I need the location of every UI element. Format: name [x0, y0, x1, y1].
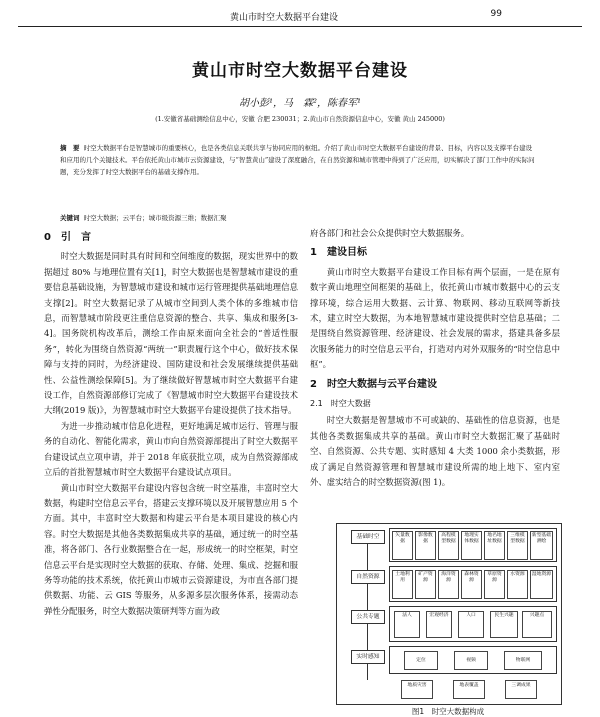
abstract — [60, 142, 538, 178]
cell-land: 土地利用 — [392, 570, 413, 599]
cell-entity: 地理实体数据 — [461, 531, 482, 560]
cell-legal: 法人 — [394, 611, 420, 638]
keywords-text: 时空大数据；云平台；城市级资源三维；数据汇聚 — [83, 214, 227, 222]
keywords — [60, 213, 538, 222]
cell-placename: 地名地址数据 — [484, 531, 505, 560]
cell-vector: 矢量数据 — [392, 531, 413, 560]
intro-paragraph-2: 为进一步推动城市信息化进程，更好地满足城市运行、管理与服务的自动化、智能化需求，黄山市向自然资源部提出了时空大数据平台建设试点立项申请，并于 2018 年底获批立项，成为自然资源部成立后的首批智慧城市时空大数据平台建设试点项目。 — [44, 420, 298, 478]
authors: 胡小彭¹，马 霖²，陈春军¹ — [238, 98, 362, 109]
running-header — [18, 6, 582, 27]
cell-image: 影像数据 — [415, 531, 436, 560]
subsection-data-heading: 2.1 时空大数据 — [310, 399, 371, 409]
section-goal-heading: 1 建设目标 — [310, 247, 367, 259]
cell-population: 人口 — [458, 611, 484, 638]
cell-geohazard: 地质灾害 — [401, 680, 433, 699]
affiliation: (1.安徽省基础测绘信息中心，安徽 合肥 230031；2.黄山市自然资源信息中心，安徽 黄山 245000) — [155, 115, 445, 123]
paper-title: 黄山市时空大数据平台建设 — [192, 61, 408, 81]
cell-dem: 高程模型数据 — [438, 531, 459, 560]
row-basic — [389, 528, 557, 562]
cell-poi: 兴趣点 — [522, 611, 552, 638]
intro-paragraph-3: 黄山市时空大数据平台建设内容包含统一时空基准，丰富时空大数据，构建时空信息云平台，搭建云支撑环境以及开展智慧应用 5 个方面。其中，丰富时空大数据和构建云平台是本项目建设的核心内容。时空大数据是其他各类数据集成共享的基础，通过统一的时空基准，将各部门、各行业数据整合在一起，形成统一的时空框架，时空信息云平台是实现时空大数据的获取、存储、处理、集成、挖掘和服务等功能的技术系统，依托黄山市城市云资源建设，为市直各部门提供数据、功能、云 GIS 等服务，从多源多层次服务体系，接需动态弹性分配服务，时空大数据决策研判等方面为政 — [44, 482, 298, 616]
cell-new-mapping: 新型基础测绘 — [530, 531, 553, 560]
abstract-text: 时空大数据平台是智慧城市的重要核心，也是各类信息关联共享与协同应用的枢纽。介绍了黄山市时空大数据平台建设的背景、目标，内容以及支撑平台建设和应用的几个关键技术。平台依托黄山市城市云资源建设，与“智慧黄山”建设了深度融合，在自然资源和城市管理中得到了广泛应用，切实解决了部门工作中的实际问题，充分发挥了时空大数据平台的基础支撑作用。 — [60, 144, 535, 176]
cell-mineral: 矿产资源 — [415, 570, 436, 599]
cell-wetland: 湿地资源 — [530, 570, 553, 599]
section-data-heading: 2 时空大数据与云平台建设 — [310, 378, 437, 390]
cell-third-survey: 三调成果 — [505, 680, 537, 699]
data-paragraph: 时空大数据是智慧城市不可或缺的、基础性的信息资源，也是其他各类数据集成共享的基础。黄山市时空大数据汇聚了基础时空、自然资源、公共专题、实时感知 4 大类 1000 余小类数据，形成了满足自然资源管理和智慧城市建设所需的地上地下、室内室外、虚实结合的时空数据资源(图 1)。 — [310, 415, 560, 488]
cell-water: 水资源 — [507, 570, 528, 599]
abstract-label: 摘 要 — [60, 144, 80, 152]
cell-livelihood: 民生兴趣 — [490, 611, 518, 638]
layer-public-thematic: 公共专题 — [351, 610, 385, 624]
row-bottom — [397, 678, 547, 698]
section-introduction-heading: 0 引 言 — [44, 232, 91, 243]
left-column — [44, 226, 298, 619]
row-natural — [389, 566, 557, 602]
cell-macro: 宏观经济 — [426, 611, 452, 638]
cell-grass: 草原资源 — [484, 570, 505, 599]
keywords-label: 关键词 — [60, 214, 80, 222]
layer-natural-resources: 自然资源 — [351, 570, 385, 584]
running-title: 黄山市时空大数据平台建设 — [230, 13, 339, 23]
cell-forest: 森林资源 — [461, 570, 482, 599]
layer-realtime-sensing: 实时感知 — [351, 650, 385, 664]
cell-surface-cover: 地表覆盖 — [453, 680, 485, 699]
cell-ocean: 海洋资源 — [438, 570, 459, 599]
cell-iot: 物联网 — [504, 651, 542, 670]
goal-paragraph: 黄山市时空大数据平台建设工作目标有两个层面，一是在原有数字黄山地理空间框架的基础上，依托黄山市城市数据中心的云支撑环境，综合运用大数据、云计算、物联网、移动互联网等新技术，建立时空大数据，为本地智慧城市建设提供时空信息基础；二是围绕自然资源管理、经济建设、社会发展的需求，搭建具备多层次服务能力的时空信息云平台，打造对内对外双服务的“时空信息中枢”。 — [310, 266, 560, 370]
intro-continuation: 府各部门和社会公众提供时空大数据服务。 — [310, 228, 470, 238]
page-number: 99 — [490, 9, 502, 19]
figure-1-diagram — [336, 523, 562, 705]
right-column — [310, 226, 560, 491]
row-realtime — [389, 646, 557, 674]
row-public — [389, 606, 557, 642]
figure-1-caption: 图1 时空大数据构成 — [411, 707, 485, 716]
cell-location: 定位 — [404, 651, 438, 670]
intro-paragraph-1: 时空大数据是同时具有时间和空间维度的数据，现实世界中的数据超过 80% 与地理位置有关[1]，时空大数据也是智慧城市建设的重要信息基础设施，为智慧城市建设和城市运行管理提供基础地理信息支撑[2]。时空大数据记录了从城市空间到人类个体的多维城市信息，而智慧城市阶段更注重信息资源的整合、共享、集成和服务[3-4]。国务院机构改革后，测绘工作由原来面向全社会的“普适性服务”，转化为围绕自然资源“两统一”职责履行这个中心，做好技术保障与支持的同时，为经济建设、国防建设和社会发展继续提供基础性、公益性测绘保障[5]。为了继续做好智慧城市时空大数据平台建设工作，自然资源部修订完成了《智慧城市时空大数据平台建设技术大纲(2019 版)》，为智慧城市时空大数据平台建设提供了技术指导。 — [44, 251, 298, 416]
layer-basic-spatiotemporal: 基础时空 — [351, 530, 385, 544]
layer-axis — [345, 524, 381, 684]
cell-video: 视频 — [454, 651, 488, 670]
cell-3d: 三维模型数据 — [507, 531, 528, 560]
